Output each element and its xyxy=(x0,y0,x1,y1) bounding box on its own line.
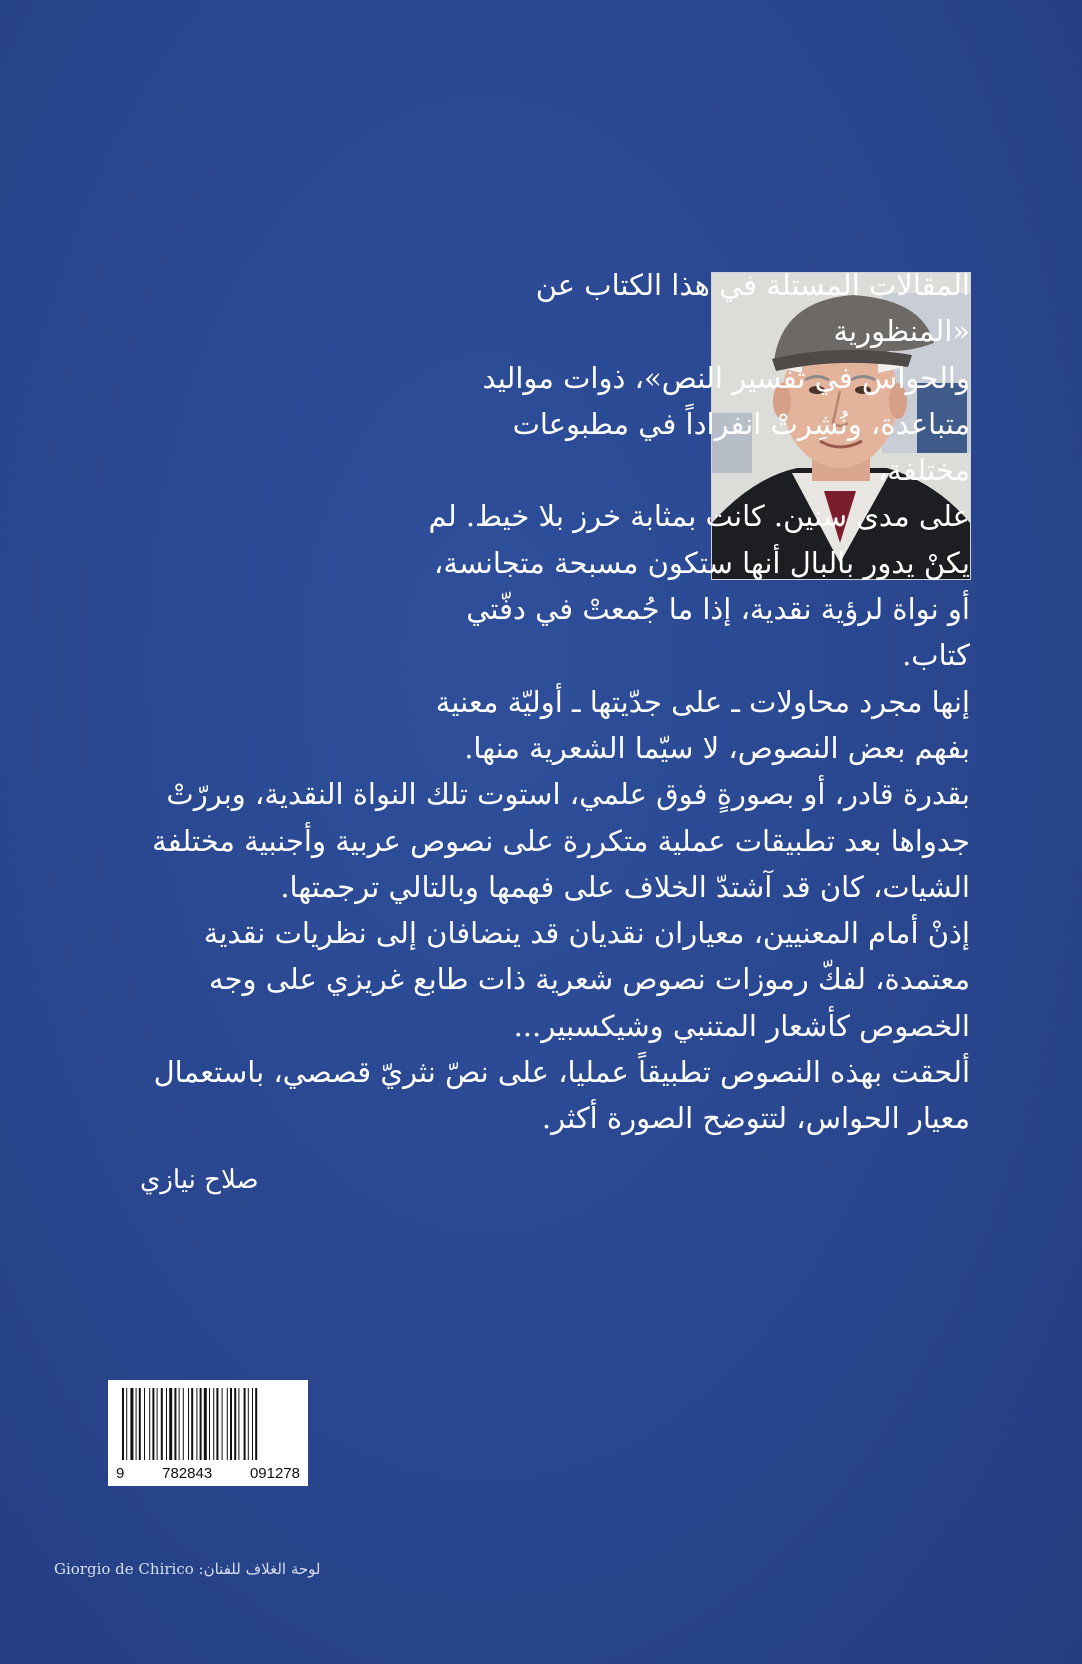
barcode-bar xyxy=(161,1388,163,1460)
barcode-bar xyxy=(149,1388,150,1460)
blurb-line: والحواس في تفسير النص»، ذوات مواليد xyxy=(482,360,970,395)
blurb-line: يكنْ يدور بالبال أنها ستكون مسبحة متجانسة، xyxy=(434,545,970,580)
barcode-bar xyxy=(227,1388,228,1460)
blurb-line: على مدى سنين. كانت بمثابة خرز بلا خيط. لم xyxy=(428,499,970,534)
barcode-bar xyxy=(179,1388,180,1460)
barcode-bar xyxy=(130,1388,133,1460)
barcode-bar xyxy=(122,1388,124,1460)
barcode-digit-group: 782843 xyxy=(162,1465,213,1482)
barcode-bar xyxy=(169,1388,172,1460)
barcode-bar xyxy=(191,1388,193,1460)
cover-art-credit: لوحة الغلاف للفنان: Giorgio de Chirico xyxy=(54,1560,321,1578)
barcode-digits xyxy=(108,1465,308,1482)
barcode-bar xyxy=(248,1388,249,1460)
barcode-bar xyxy=(157,1388,158,1460)
barcode-bar xyxy=(252,1388,253,1460)
barcode-bar xyxy=(196,1388,197,1460)
barcode-bar xyxy=(244,1388,246,1460)
barcode-bar xyxy=(216,1388,218,1460)
barcode-bar xyxy=(136,1388,137,1460)
barcode-bar xyxy=(188,1388,189,1460)
blurb-line: إنها مجرد محاولات ـ على جدّيتها ـ أوليّة معنية xyxy=(435,684,970,719)
barcode-bar xyxy=(234,1388,236,1460)
barcode-bar xyxy=(139,1388,141,1460)
blurb-paragraph: إذنْ أمام المعنيين، معياران نقديان قد ينضافان إلى نظريات نقدية معتمدة، لفكّ رموزات نصوص شعرية ذات طابع غريزي على وجه الخصوص كأشعار المتنبي وشيكسبير... xyxy=(203,916,970,1043)
blurb-paragraph: ألحقت بهذه النصوص تطبيقاً عمليا، على نصّ نثريّ قصصي، باستعمال معيار الحواس، لتتوضح الصورة أكثر. xyxy=(153,1055,970,1136)
barcode-bar xyxy=(183,1388,184,1460)
barcode-bar xyxy=(255,1388,257,1460)
blurb-line: متباعدة، ونُشِرتْ انفراداً في مطبوعات مختلفة، xyxy=(512,406,970,488)
barcode-bar xyxy=(166,1388,167,1460)
isbn-barcode xyxy=(108,1380,308,1486)
blurb-line: المقالات المستلة في هذا الكتاب عن «المنظورية xyxy=(535,268,970,349)
back-cover-blurb xyxy=(140,262,970,1142)
barcode-bar xyxy=(200,1388,202,1460)
author-signature: صلاح نيازي xyxy=(140,1165,259,1195)
barcode-icon xyxy=(108,1380,308,1464)
blurb-paragraph: بفهم بعض النصوص، لا سيّما الشعرية منها. xyxy=(464,730,970,765)
barcode-bar xyxy=(230,1388,232,1460)
barcode-digit-group: 9 xyxy=(116,1465,125,1482)
barcode-bar xyxy=(222,1388,223,1460)
barcode-bar xyxy=(238,1388,239,1460)
barcode-digit-group: 091278 xyxy=(249,1465,300,1482)
blurb-paragraph: بقدرة قادر، أو بصورةٍ فوق علمي، استوت تلك النواة النقدية، وبررّتْ جدواها بعد تطبيقات عملية متكررة على نصوص عربية وأجنبية مختلفة الشيات، كان قد آشتدّ الخلاف على فهمها وبالتالي ترجمتها. xyxy=(152,777,970,904)
blurb-line: أو نواة لرؤية نقدية، إذا ما جُمعتْ في دفّتي كتاب. xyxy=(466,592,970,673)
barcode-bar xyxy=(174,1388,176,1460)
barcode-bar xyxy=(144,1388,145,1460)
barcode-bar xyxy=(209,1388,210,1460)
barcode-bar xyxy=(213,1388,214,1460)
barcode-bar xyxy=(126,1388,127,1460)
barcode-bar xyxy=(204,1388,207,1460)
barcode-bar xyxy=(152,1388,154,1460)
